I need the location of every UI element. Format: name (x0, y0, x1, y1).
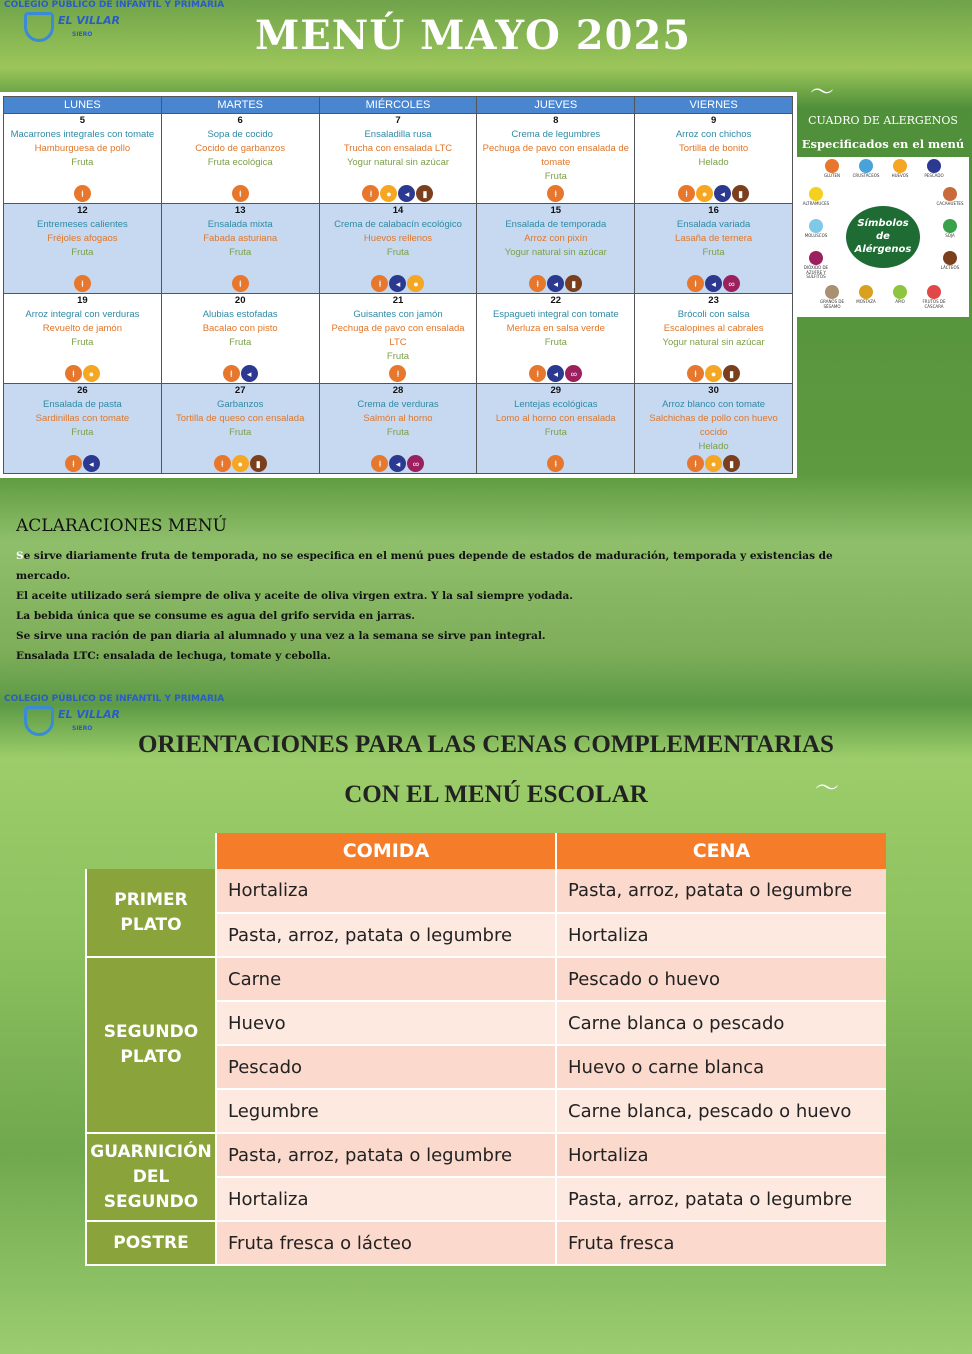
course-label: GUARNICIÓN DEL SEGUNDO (86, 1133, 216, 1221)
second-course: Lasaña de ternera (675, 233, 753, 244)
second-course: Fabada asturiana (203, 233, 278, 244)
first-course: Macarrones integrales con tomate (10, 129, 155, 140)
allergen-item (799, 187, 833, 207)
school-line: COLEGIO PÚBLICO DE INFANTIL Y PRIMARIA (4, 694, 225, 704)
allergen-symbol-icon (809, 187, 823, 201)
allergen-subtitle: Especificados en el menú (801, 137, 965, 151)
allergen-symbol-icon (825, 285, 839, 299)
second-course: Tortilla de bonito (679, 143, 749, 154)
pescado-icon: ◂ (389, 455, 406, 472)
second-course: Arroz con pixín (524, 233, 588, 244)
first-course: Crema de verduras (357, 399, 439, 410)
week-row (4, 384, 793, 474)
day-cell (4, 204, 162, 294)
day-number: 12 (77, 205, 88, 216)
comida-cell: Pescado (216, 1045, 556, 1089)
day-cell (161, 294, 319, 384)
dessert: Fruta (71, 157, 94, 168)
day-cell (4, 294, 162, 384)
allergen-label: GRANOS DE SÉSAMO (819, 299, 844, 309)
gluten-icon: ⱡ (371, 455, 388, 472)
second-course: Escalopines al cabrales (663, 323, 764, 334)
dessert: Helado (698, 441, 729, 452)
day-cell (4, 114, 162, 204)
day-number: 8 (553, 115, 559, 126)
day-number: 26 (77, 385, 88, 396)
dessert: Fruta (544, 427, 567, 438)
day-cell (4, 384, 162, 474)
dessert: Yogur natural sin azúcar (662, 337, 765, 348)
course-label: PRIMER PLATO (86, 869, 216, 957)
allergen-item (933, 219, 967, 239)
allergen-icons (635, 365, 792, 382)
allergen-item (917, 285, 951, 309)
course-label: SEGUNDO PLATO (86, 957, 216, 1133)
first-course: Arroz integral con verduras (25, 309, 140, 320)
center-line: Símbolos (857, 218, 909, 229)
dinner-table (85, 833, 886, 1266)
drop-letter: S (16, 550, 24, 562)
clarifications-title: ACLARACIONES MENÚ (16, 516, 227, 536)
allergen-icons (320, 185, 477, 202)
huevos-icon: ● (407, 275, 424, 292)
allergen-symbol-icon (859, 285, 873, 299)
cena-cell: Pasta, arroz, patata o legumbre (556, 1177, 886, 1221)
day-cell (477, 294, 635, 384)
second-course: Huevos rellenos (363, 233, 433, 244)
clarification-line (16, 546, 866, 586)
second-course: Revuelto de jamón (42, 323, 122, 334)
dessert: Fruta (386, 427, 410, 438)
gluten-icon: ⱡ (389, 365, 406, 382)
allergen-symbol-icon (893, 159, 907, 173)
dessert: Fruta (71, 427, 94, 438)
allergen-center (846, 206, 920, 268)
first-course: Alubias estofadas (202, 309, 278, 320)
school-name: EL VILLAR (58, 14, 120, 27)
allergen-icons (477, 365, 634, 382)
allergen-symbol-icon (809, 219, 823, 233)
dessert: Fruta (229, 247, 252, 258)
second-course: Cocido de garbanzos (195, 143, 286, 154)
first-course: Ensalada de temporada (505, 219, 607, 230)
day-cell (635, 204, 793, 294)
dessert: Fruta (544, 337, 567, 348)
day-cell (477, 204, 635, 294)
allergen-symbol-icon (943, 219, 957, 233)
allergen-label: DIÓXIDO DE AZUFRE Y SULFITOS (803, 265, 829, 279)
gluten-icon: ⱡ (232, 275, 249, 292)
dessert: Helado (698, 157, 729, 168)
comida-cell: Huevo (216, 1001, 556, 1045)
center-line: de (876, 231, 890, 242)
dessert: Fruta (71, 247, 94, 258)
school-town: SIERO (72, 725, 93, 732)
second-course: Lomo al horno con ensalada (495, 413, 616, 424)
allergen-icons (162, 455, 319, 472)
center-line: Alérgenos (854, 244, 912, 255)
day-header: JUEVES (477, 97, 635, 114)
day-number: 27 (234, 385, 246, 396)
huevos-icon: ● (380, 185, 397, 202)
allergen-icons (162, 275, 319, 292)
day-cell (319, 114, 477, 204)
day-cell (635, 114, 793, 204)
dessert: Fruta (702, 247, 725, 258)
dessert: Fruta (544, 171, 567, 182)
allergen-icons (635, 455, 792, 472)
day-number: 7 (395, 115, 401, 126)
school-line: COLEGIO PÚBLICO DE INFANTIL Y PRIMARIA (4, 0, 225, 10)
second-course: Salchichas de pollo con huevo cocido (649, 413, 778, 438)
first-course: Guisantes con jamón (353, 309, 443, 320)
first-course: Ensalada de pasta (43, 399, 122, 410)
allergen-title: CUADRO DE ALERGENOS (808, 114, 958, 127)
day-number: 29 (550, 385, 562, 396)
cena-cell: Pescado o huevo (556, 957, 886, 1001)
cena-cell: Hortaliza (556, 1133, 886, 1177)
first-course: Brócoli con salsa (677, 309, 750, 320)
lacteos-icon: ▮ (723, 365, 740, 382)
allergen-symbol-icon (943, 251, 957, 265)
huevos-icon: ● (696, 185, 713, 202)
comida-cell: Hortaliza (216, 869, 556, 913)
gluten-icon: ⱡ (687, 275, 704, 292)
allergen-item (815, 285, 849, 309)
second-course: Tortilla de queso con ensalada (176, 413, 305, 424)
lacteos-icon: ▮ (732, 185, 749, 202)
pescado-icon: ◂ (241, 365, 258, 382)
second-course: Salmón al horno (363, 413, 433, 424)
dinner-row (86, 1133, 886, 1177)
sulfitos-icon: ∞ (723, 275, 740, 292)
gluten-icon: ⱡ (223, 365, 240, 382)
comida-cell: Carne (216, 957, 556, 1001)
first-course: Entremeses calientes (36, 219, 128, 230)
allergen-label: MOSTAZA (856, 299, 876, 304)
first-course: Ensaladilla rusa (364, 129, 432, 140)
lacteos-icon: ▮ (565, 275, 582, 292)
first-course: Arroz con chichos (675, 129, 752, 140)
cena-cell: Pasta, arroz, patata o legumbre (556, 869, 886, 913)
day-number: 23 (708, 295, 719, 306)
allergen-label: GLUTEN (823, 173, 841, 178)
dinner-subtitle: CON EL MENÚ ESCOLAR (344, 781, 648, 808)
allergen-icons (477, 275, 634, 292)
clarification-text: e sirve diariamente fruta de temporada, no se especifica en el menú pues depende de estados de maduración, temporada y existencias de mercado. (16, 550, 833, 582)
second-course: Trucha con ensalada LTC (343, 143, 453, 154)
allergen-label: SOJA (945, 233, 955, 238)
clarification-line: Ensalada LTC: ensalada de lechuga, tomate y cebolla. (16, 650, 331, 662)
day-number: 22 (550, 295, 562, 306)
sulfitos-icon: ∞ (565, 365, 582, 382)
cena-cell: Hortaliza (556, 913, 886, 957)
lacteos-icon: ▮ (250, 455, 267, 472)
dessert: Fruta (229, 427, 252, 438)
pescado-icon: ◂ (389, 275, 406, 292)
dessert: Yogur natural sin azúcar (346, 157, 450, 168)
day-number: 20 (234, 295, 246, 306)
cena-cell: Fruta fresca (556, 1221, 886, 1265)
first-course: Ensalada mixta (207, 219, 273, 230)
day-cell (635, 384, 793, 474)
school-name: EL VILLAR (58, 708, 120, 721)
allergen-icons (4, 275, 161, 292)
clarification-line: El aceite utilizado será siempre de oliva y aceite de oliva virgen extra. Y la sal siempre yodada. (16, 590, 573, 602)
allergen-item (799, 219, 833, 239)
day-number: 5 (79, 115, 86, 126)
gluten-icon: ⱡ (371, 275, 388, 292)
day-header: MIÉRCOLES (319, 97, 477, 114)
allergen-symbol-icon (927, 159, 941, 173)
gluten-icon: ⱡ (74, 185, 91, 202)
allergen-item (849, 159, 883, 179)
day-number: 30 (708, 385, 719, 396)
menu-table (3, 96, 793, 474)
first-course: Arroz blanco con tomate (662, 399, 766, 410)
allergen-icons (320, 365, 477, 382)
day-number: 16 (708, 205, 719, 216)
clarifications (16, 516, 866, 666)
day-cell (319, 204, 477, 294)
lacteos-icon: ▮ (416, 185, 433, 202)
gluten-icon: ⱡ (547, 455, 564, 472)
dessert: Fruta (71, 337, 94, 348)
allergen-symbol-icon (893, 285, 907, 299)
clarification-line: La bebida única que se consume es agua del grifo servida en jarras. (16, 610, 415, 622)
allergen-symbol-icon (809, 251, 823, 265)
gluten-icon: ⱡ (74, 275, 91, 292)
comida-cell: Pasta, arroz, patata o legumbre (216, 913, 556, 957)
first-course: Sopa de cocido (207, 129, 273, 140)
second-course: Bacalao con pisto (202, 323, 278, 334)
comida-cell: Legumbre (216, 1089, 556, 1133)
allergen-symbol-icon (859, 159, 873, 173)
allergen-item (815, 159, 849, 179)
allergen-panel (797, 100, 969, 317)
pescado-icon: ◂ (547, 275, 564, 292)
allergen-chart (797, 157, 969, 317)
allergen-icons (477, 185, 634, 202)
dinner-row (86, 1221, 886, 1265)
dessert: Yogur natural sin azúcar (504, 247, 607, 258)
school-town: SIERO (72, 31, 93, 38)
first-course: Ensalada variada (676, 219, 751, 230)
day-cell (319, 384, 477, 474)
second-course: Fréjoles afogaos (47, 233, 118, 244)
clarification-line: Se sirve una ración de pan diaria al alumnado y una vez a la semana se sirve pan integral. (16, 630, 546, 642)
day-cell (477, 384, 635, 474)
comida-cell: Fruta fresca o lácteo (216, 1221, 556, 1265)
allergen-item (933, 251, 967, 271)
gluten-icon: ⱡ (232, 185, 249, 202)
day-number: 14 (392, 205, 404, 216)
school-logo (4, 0, 244, 44)
shield-icon (24, 12, 54, 42)
allergen-item (883, 159, 917, 179)
second-course: Sardinillas con tomate (35, 413, 130, 424)
allergen-label: HUEVOS (891, 173, 909, 178)
day-number: 19 (77, 295, 88, 306)
bird-icon: 〜 (810, 78, 834, 106)
page-title: MENÚ MAYO 2025 (255, 12, 692, 59)
col-comida: COMIDA (216, 833, 556, 869)
comida-cell: Hortaliza (216, 1177, 556, 1221)
allergen-label: CACAHUETES (936, 201, 964, 206)
week-row (4, 294, 793, 384)
sulfitos-icon: ∞ (407, 455, 424, 472)
allergen-item (849, 285, 883, 305)
second-course: Hamburguesa de pollo (34, 143, 131, 154)
day-cell (161, 204, 319, 294)
pescado-icon: ◂ (705, 275, 722, 292)
dessert: Fruta (386, 247, 410, 258)
week-row (4, 204, 793, 294)
first-course: Crema de calabacín ecológico (334, 219, 462, 230)
gluten-icon: ⱡ (214, 455, 231, 472)
day-cell (161, 114, 319, 204)
gluten-icon: ⱡ (687, 455, 704, 472)
gluten-icon: ⱡ (529, 365, 546, 382)
allergen-label: LÁCTEOS (940, 265, 960, 270)
gluten-icon: ⱡ (529, 275, 546, 292)
allergen-item (799, 251, 833, 280)
gluten-icon: ⱡ (687, 365, 704, 382)
second-course: Merluza en salsa verde (506, 323, 605, 334)
allergen-symbol-icon (927, 285, 941, 299)
gluten-icon: ⱡ (678, 185, 695, 202)
allergen-icons (477, 455, 634, 472)
day-cell (477, 114, 635, 204)
day-number: 9 (710, 115, 717, 126)
course-label: POSTRE (86, 1221, 216, 1265)
allergen-icons (635, 275, 792, 292)
dinner-title: ORIENTACIONES PARA LAS CENAS COMPLEMENTARIAS (138, 731, 834, 758)
day-cell (161, 384, 319, 474)
cena-cell: Huevo o carne blanca (556, 1045, 886, 1089)
gluten-icon: ⱡ (362, 185, 379, 202)
gluten-icon: ⱡ (65, 455, 82, 472)
dessert: Fruta (386, 351, 410, 362)
gluten-icon: ⱡ (547, 185, 564, 202)
allergen-label: PESCADO (924, 173, 944, 178)
col-cena: CENA (556, 833, 886, 869)
allergen-label: FRUTOS DE CÁSCARA (922, 299, 946, 309)
day-number: 21 (392, 295, 404, 306)
gluten-icon: ⱡ (65, 365, 82, 382)
huevos-icon: ● (232, 455, 249, 472)
lacteos-icon: ▮ (723, 455, 740, 472)
allergen-label: CRUSTÁCEOS (852, 173, 880, 178)
comida-cell: Pasta, arroz, patata o legumbre (216, 1133, 556, 1177)
second-course: Pechuga de pavo con ensalada LTC (331, 323, 465, 348)
day-number: 28 (392, 385, 404, 396)
allergen-icons (4, 365, 161, 382)
day-header: LUNES (4, 97, 162, 114)
allergen-icons (162, 365, 319, 382)
pescado-icon: ◂ (398, 185, 415, 202)
allergen-symbol-icon (825, 159, 839, 173)
day-header: MARTES (161, 97, 319, 114)
huevos-icon: ● (705, 365, 722, 382)
dessert: Fruta (229, 337, 252, 348)
allergen-item (883, 285, 917, 305)
pescado-icon: ◂ (714, 185, 731, 202)
allergen-icons (162, 185, 319, 202)
first-course: Crema de legumbres (511, 129, 601, 140)
day-number: 6 (237, 115, 243, 126)
allergen-icons (635, 185, 792, 202)
day-number: 13 (234, 205, 246, 216)
allergen-symbol-icon (943, 187, 957, 201)
dinner-row (86, 957, 886, 1001)
first-course: Espagueti integral con tomate (492, 309, 619, 320)
dinner-row (86, 869, 886, 913)
allergen-item (933, 187, 967, 207)
pescado-icon: ◂ (547, 365, 564, 382)
allergen-icons (4, 185, 161, 202)
day-cell (635, 294, 793, 384)
huevos-icon: ● (705, 455, 722, 472)
first-course: Lentejas ecológicas (514, 399, 598, 410)
huevos-icon: ● (83, 365, 100, 382)
allergen-icons (320, 275, 477, 292)
allergen-label: MOLUSCOS (804, 233, 828, 238)
allergen-item (917, 159, 951, 179)
first-course: Garbanzos (216, 399, 264, 410)
dessert: Fruta ecológica (207, 157, 273, 168)
day-cell (319, 294, 477, 384)
week-row (4, 114, 793, 204)
allergen-icons (320, 455, 477, 472)
day-number: 15 (550, 205, 562, 216)
allergen-label: APIO (895, 299, 905, 304)
allergen-label: ALTRAMUCES (802, 201, 830, 206)
cena-cell: Carne blanca, pescado o huevo (556, 1089, 886, 1133)
bird-icon: 〜 (815, 774, 839, 802)
allergen-icons (4, 455, 161, 472)
pescado-icon: ◂ (83, 455, 100, 472)
day-header: VIERNES (635, 97, 793, 114)
second-course: Pechuga de pavo con ensalada de tomate (482, 143, 629, 168)
cena-cell: Carne blanca o pescado (556, 1001, 886, 1045)
